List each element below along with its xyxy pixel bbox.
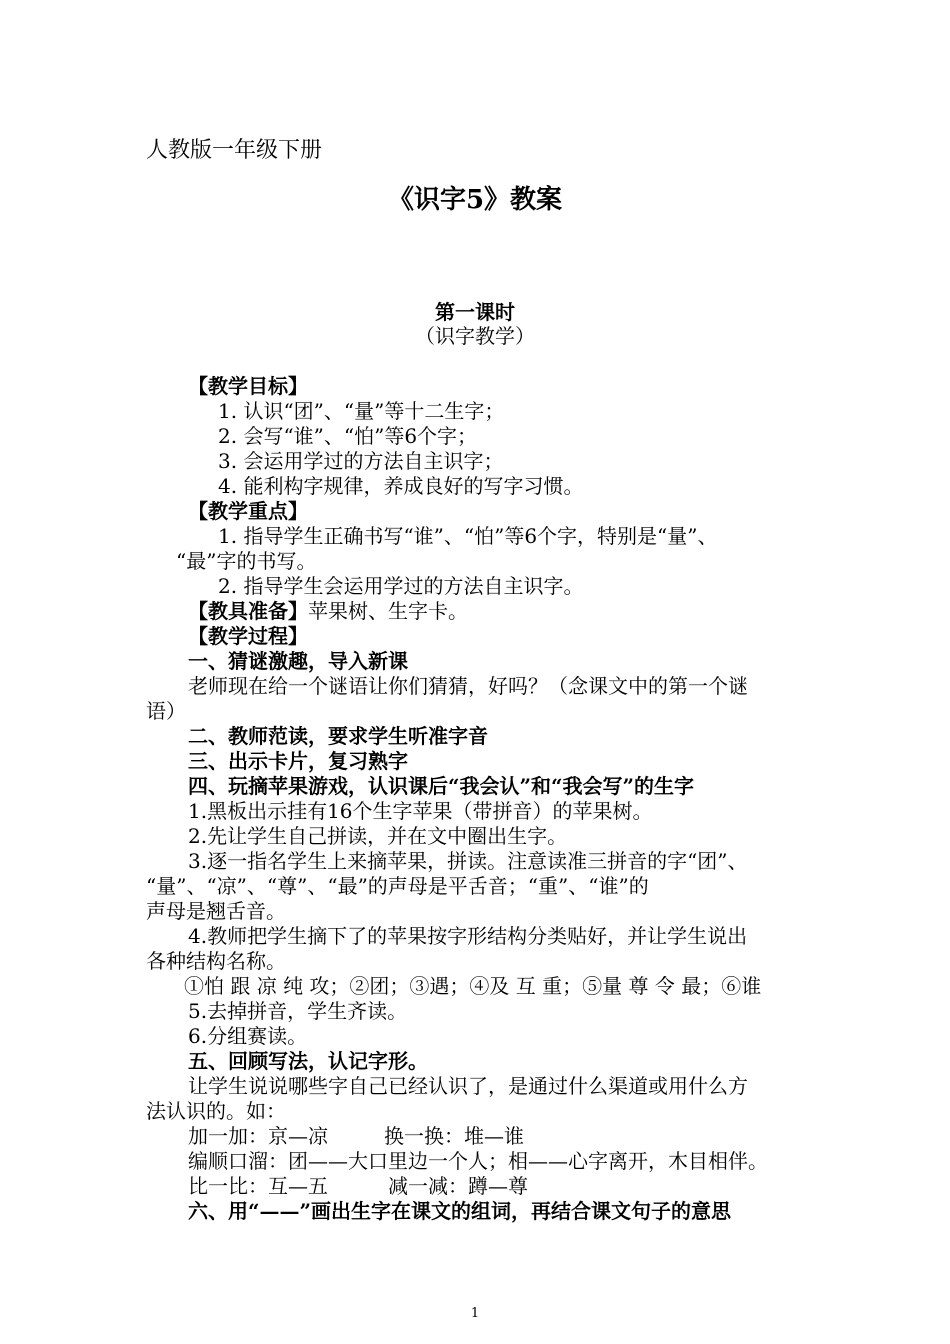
example-rhyme: 编顺口溜：团——大口里边一个人；相——心字离开，木目相伴。 [188, 1149, 768, 1173]
step-item-continued: 各种结构名称。 [146, 949, 286, 973]
goal-item: 1. 认识“团”、“量”等十二生字； [218, 399, 505, 423]
key-point-item-continued: “最”字的书写。 [176, 549, 317, 573]
paragraph-line: 语） [146, 699, 186, 723]
paragraph-line: 让学生说说哪些字自己已经认识了，是通过什么渠道或用什么方 [188, 1074, 748, 1098]
section-heading: 三、出示卡片，复习熟字 [188, 749, 408, 773]
section-heading: 六、用“——”画出生字在课文的组词，再结合课文句子的意思 [188, 1199, 732, 1223]
step-item: 1.黑板出示挂有16个生字苹果（带拼音）的苹果树。 [188, 799, 653, 823]
goal-item: 4. 能利构字规律，养成良好的写字习惯。 [218, 474, 584, 498]
character-groups: ①怕 跟 凉 纯 攻；②团；③遇；④及 互 重；⑤量 尊 令 最；⑥谁 [184, 974, 762, 998]
lesson-heading: 第一课时 [435, 300, 515, 324]
key-points-heading: 【教学重点】 [188, 499, 308, 523]
step-item: 2.先让学生自己拼读，并在文中圈出生字。 [188, 824, 568, 848]
key-point-item: 1. 指导学生正确书写“谁”、“怕”等6个字，特别是“量”、 [218, 524, 718, 548]
example-row [188, 1174, 528, 1198]
example-compare: 比一比：互—五 [188, 1174, 328, 1198]
edition-label: 人教版一年级下册 [146, 138, 323, 163]
example-swap: 换一换：堆—谁 [384, 1124, 524, 1148]
step-item-continued: “量”、“凉”、“尊”、“最”的声母是平舌音；“重”、“谁”的 [146, 874, 649, 898]
section-heading: 二、教师范读，要求学生听准字音 [188, 724, 488, 748]
goal-item: 2. 会写“谁”、“怕”等6个字； [218, 424, 478, 448]
section-heading: 四、玩摘苹果游戏，认识课后“我会认”和“我会写”的生字 [188, 774, 695, 798]
section-heading: 一、猜谜激趣，导入新课 [188, 649, 408, 673]
step-item-continued: 声母是翘舌音。 [146, 899, 286, 923]
step-item: 4.教师把学生摘下了的苹果按字形结构分类贴好，并让学生说出 [188, 924, 748, 948]
goal-item: 3. 会运用学过的方法自主识字； [218, 449, 504, 473]
goals-heading: 【教学目标】 [188, 374, 308, 398]
key-point-item: 2. 指导学生会运用学过的方法自主识字。 [218, 574, 584, 598]
example-add: 加一加：京—凉 [188, 1124, 328, 1148]
example-subtract: 减一减：蹲—尊 [388, 1174, 528, 1198]
step-item: 3.逐一指名学生上来摘苹果，拼读。注意读准三拼音的字“团”、 [188, 849, 748, 873]
materials-text: 苹果树、生字卡。 [308, 599, 468, 623]
document-title: 《识字5》教案 [387, 185, 563, 215]
step-item: 6.分组赛读。 [188, 1024, 308, 1048]
step-item: 5.去掉拼音，学生齐读。 [188, 999, 408, 1023]
page-number: 1 [470, 1306, 480, 1321]
materials-heading: 【教具准备】 [188, 599, 308, 623]
section-heading: 五、回顾写法，认记字形。 [188, 1049, 428, 1073]
lesson-subtitle: （识字教学） [415, 324, 535, 348]
paragraph-line: 老师现在给一个谜语让你们猜猜，好吗？（念课文中的第一个谜 [188, 674, 748, 698]
paragraph-line: 法认识的。如： [146, 1099, 286, 1123]
example-row [188, 1124, 524, 1148]
materials-line [188, 599, 468, 623]
process-heading: 【教学过程】 [188, 624, 308, 648]
